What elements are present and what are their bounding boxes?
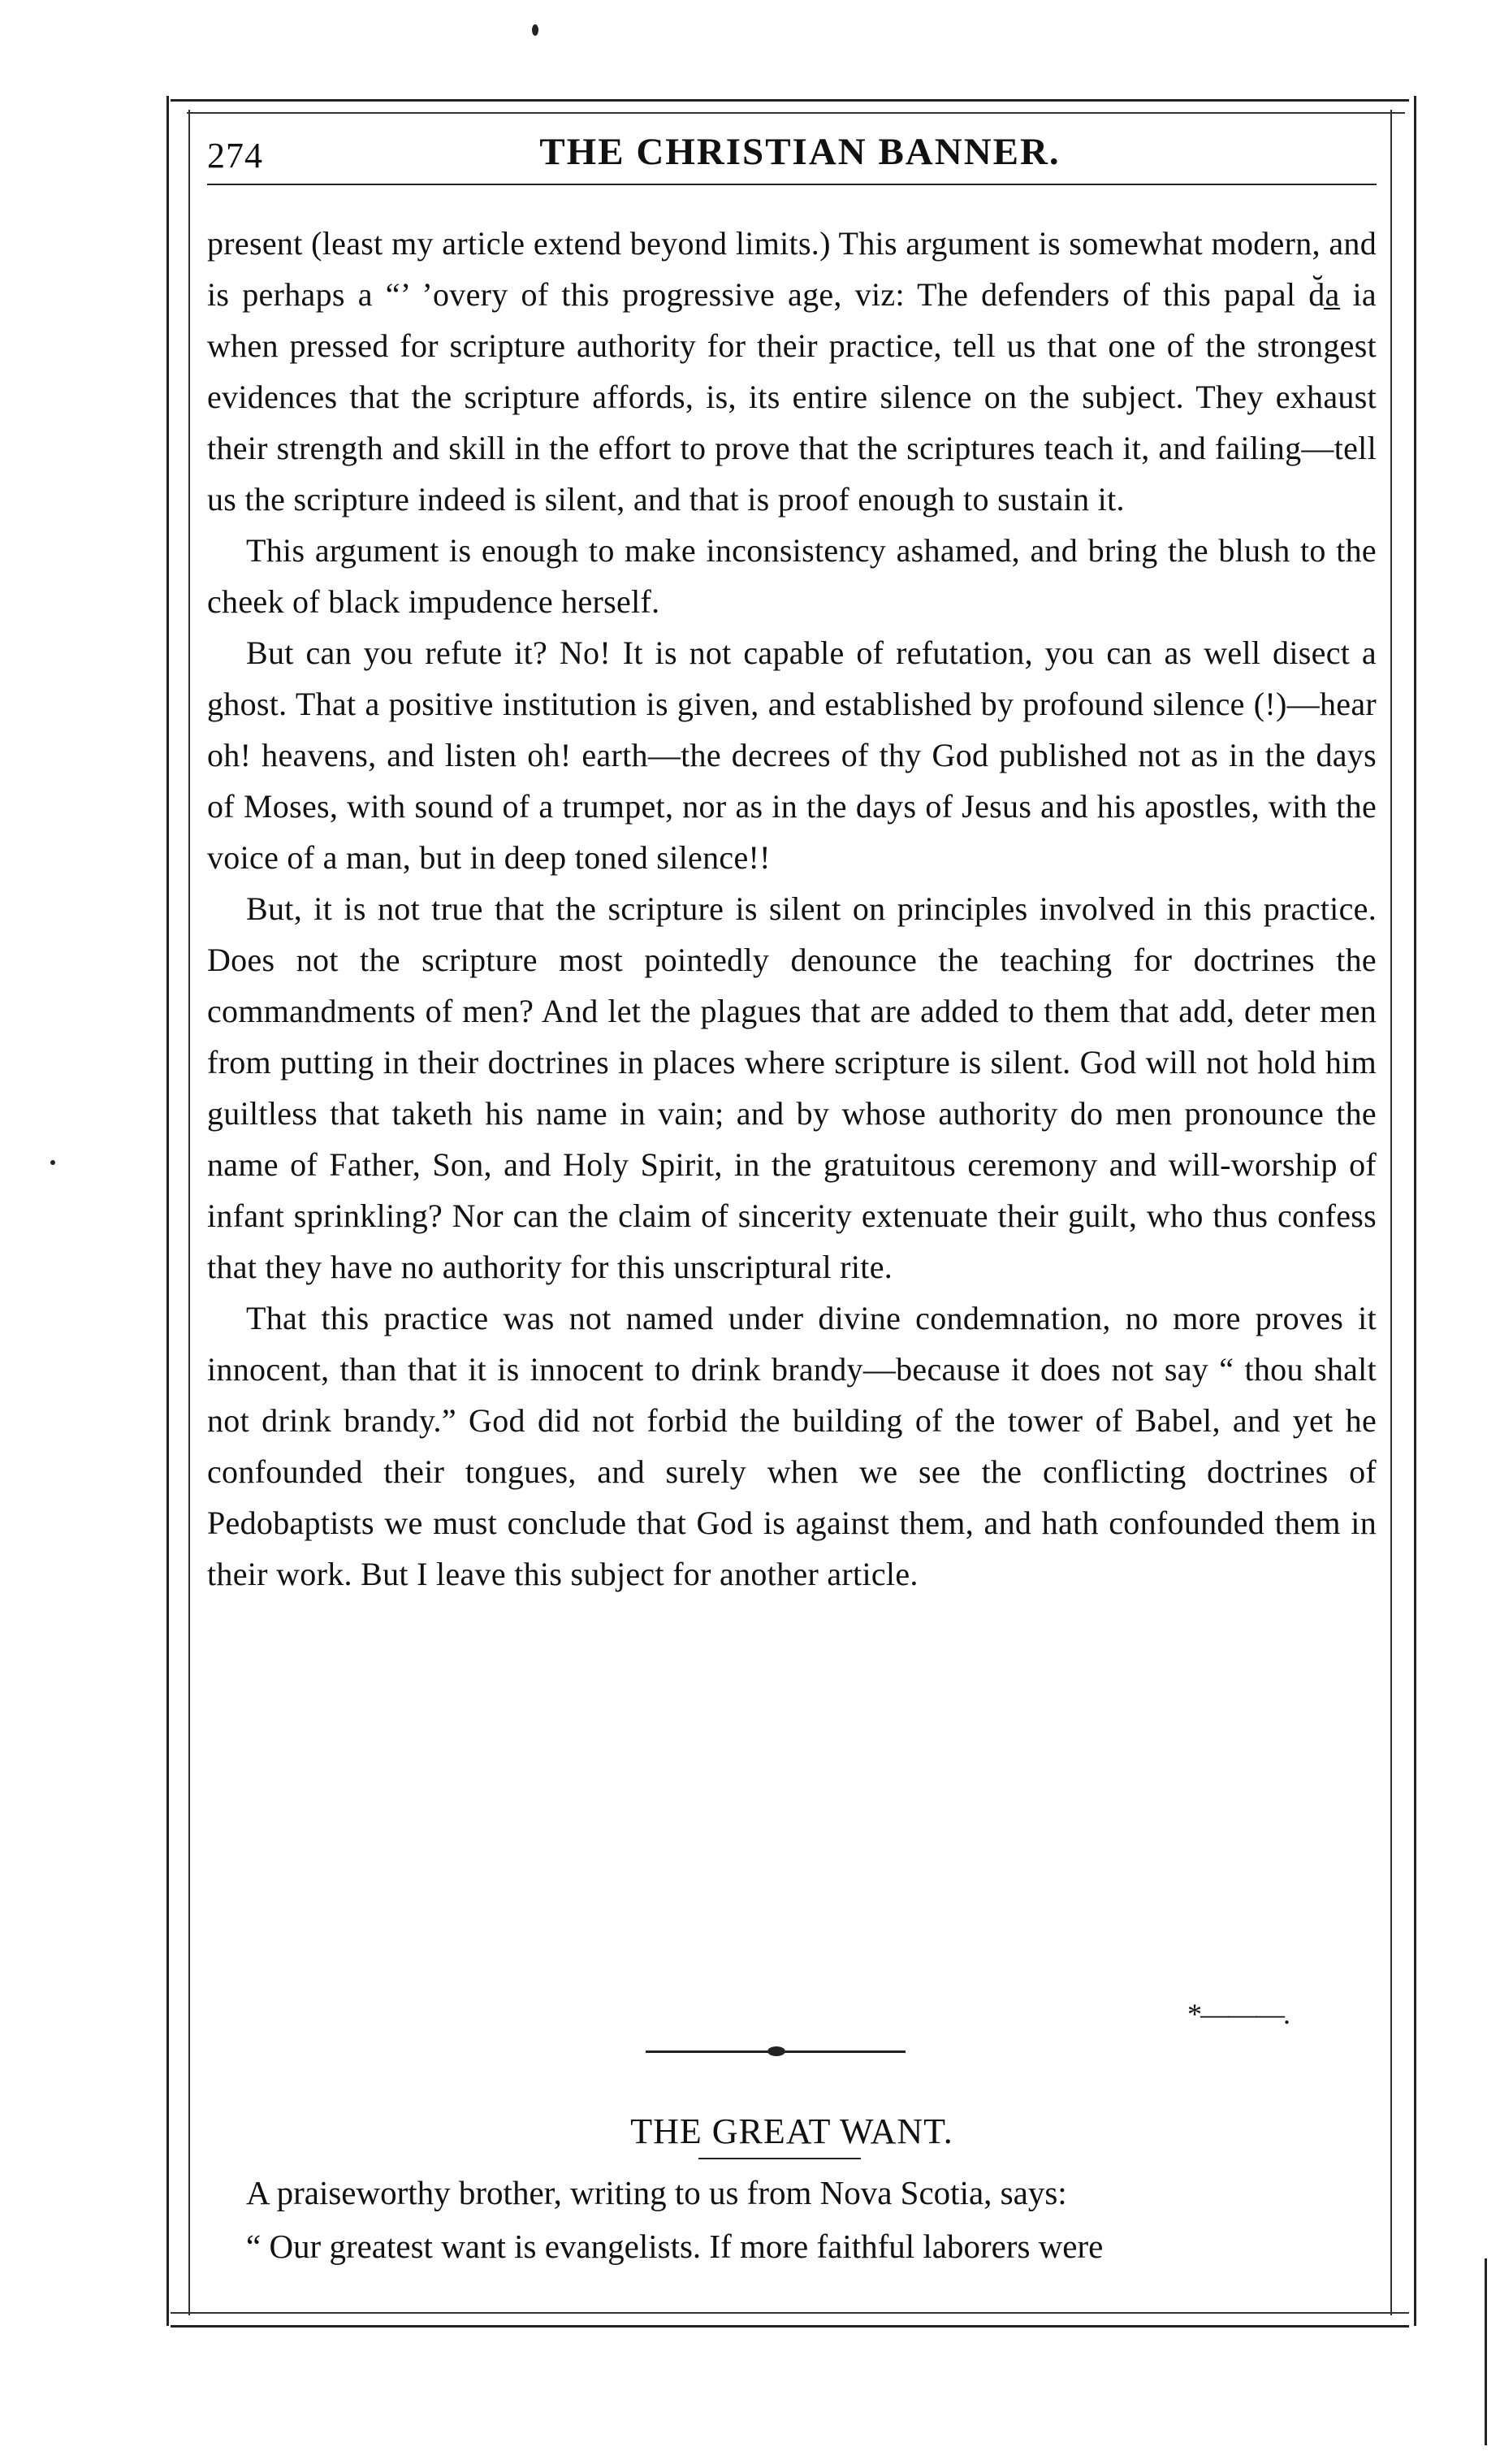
- article-paragraph: That this practice was not named under divine condemnation, no more proves it innocent, than that it is innocent to drink brandy—because it does not say “ thou shalt not drink brandy.” God did not forbid the building of the tower of Babel, and yet he confounded their tongues, and surely when we see the conflicting doctrines of Pedobaptists we must conclude that God is against them, and hath confounded them in their work. But I leave this subject for another article.: [207, 1300, 1377, 1592]
- section-title-rule: [698, 2158, 861, 2159]
- left-inner-rule: [188, 110, 190, 2315]
- divider-ornament: [767, 2046, 785, 2056]
- article-end-mark: *———.: [1187, 1998, 1289, 2030]
- right-inner-rule: [1390, 110, 1392, 2315]
- right-margin-rule: [1485, 2258, 1487, 2445]
- article-paragraph: present (least my article extend beyond limits.) This argument is somewhat modern, and is perhaps a “’ ’overy of this progressive age, viz: The defenders of this papal d̆a̲ ia when pressed for scripture authority for their practice, tell us that one of the strongest evidences that the scripture affords, is, its entire silence on the subject. They exhaust their strength and skill in the effort to prove that the scriptures teach it, and failing—tell us the scripture indeed is silent, and that is proof enough to sustain it.: [207, 225, 1377, 517]
- bottom-border-rule: [171, 2325, 1409, 2328]
- ink-speck: [532, 24, 538, 36]
- top-inner-rule: [187, 112, 1405, 114]
- article-paragraph: This argument is enough to make inconsistency ashamed, and bring the blush to the cheek of black impudence herself.: [207, 532, 1377, 620]
- article-body: [207, 218, 1377, 1600]
- bottom-inner-rule: [171, 2312, 1409, 2314]
- section-line: A praiseworthy brother, writing to us from Nova Scotia, says:: [246, 2174, 1067, 2211]
- top-border-rule: [171, 99, 1409, 102]
- section-body: [207, 2166, 1377, 2273]
- ink-speck: [50, 1160, 55, 1165]
- article-paragraph: But, it is not true that the scripture is silent on principles involved in this practice. Does not the scripture most pointedly denounce the teaching for doctrines the commandments of men? And let the plagues that are added to them that add, deter men from putting in their doctrines in places where scripture is silent. God will not hold him guiltless that taketh his name in vain; and by whose authority do men pronounce the name of Father, Son, and Holy Spirit, in the gratuitous ceremony and will-worship of infant sprinkling? Nor can the claim of sincerity extenuate their guilt, who thus confess that they have no authority for this unscriptural rite.: [207, 890, 1377, 1285]
- page-header: [207, 130, 1377, 182]
- section-line: “ Our greatest want is evangelists. If more faithful laborers were: [246, 2228, 1104, 2265]
- article-paragraph: But can you refute it? No! It is not capable of refutation, you can as well disect a ghost. That a positive institution is given, and established by profound silence (!)—hear oh! heavens, and listen oh! earth—the decrees of thy God published not as in the days of Moses, with sound of a trumpet, nor as in the days of Jesus and his apostles, with the voice of a man, but in deep toned silence!!: [207, 634, 1377, 876]
- section-title: THE GREAT WANT.: [630, 2111, 953, 2151]
- page-number: 274: [207, 136, 263, 175]
- header-rule: [207, 184, 1377, 185]
- running-title: THE CHRISTIAN BANNER.: [539, 131, 1061, 173]
- section-divider: [646, 2047, 906, 2055]
